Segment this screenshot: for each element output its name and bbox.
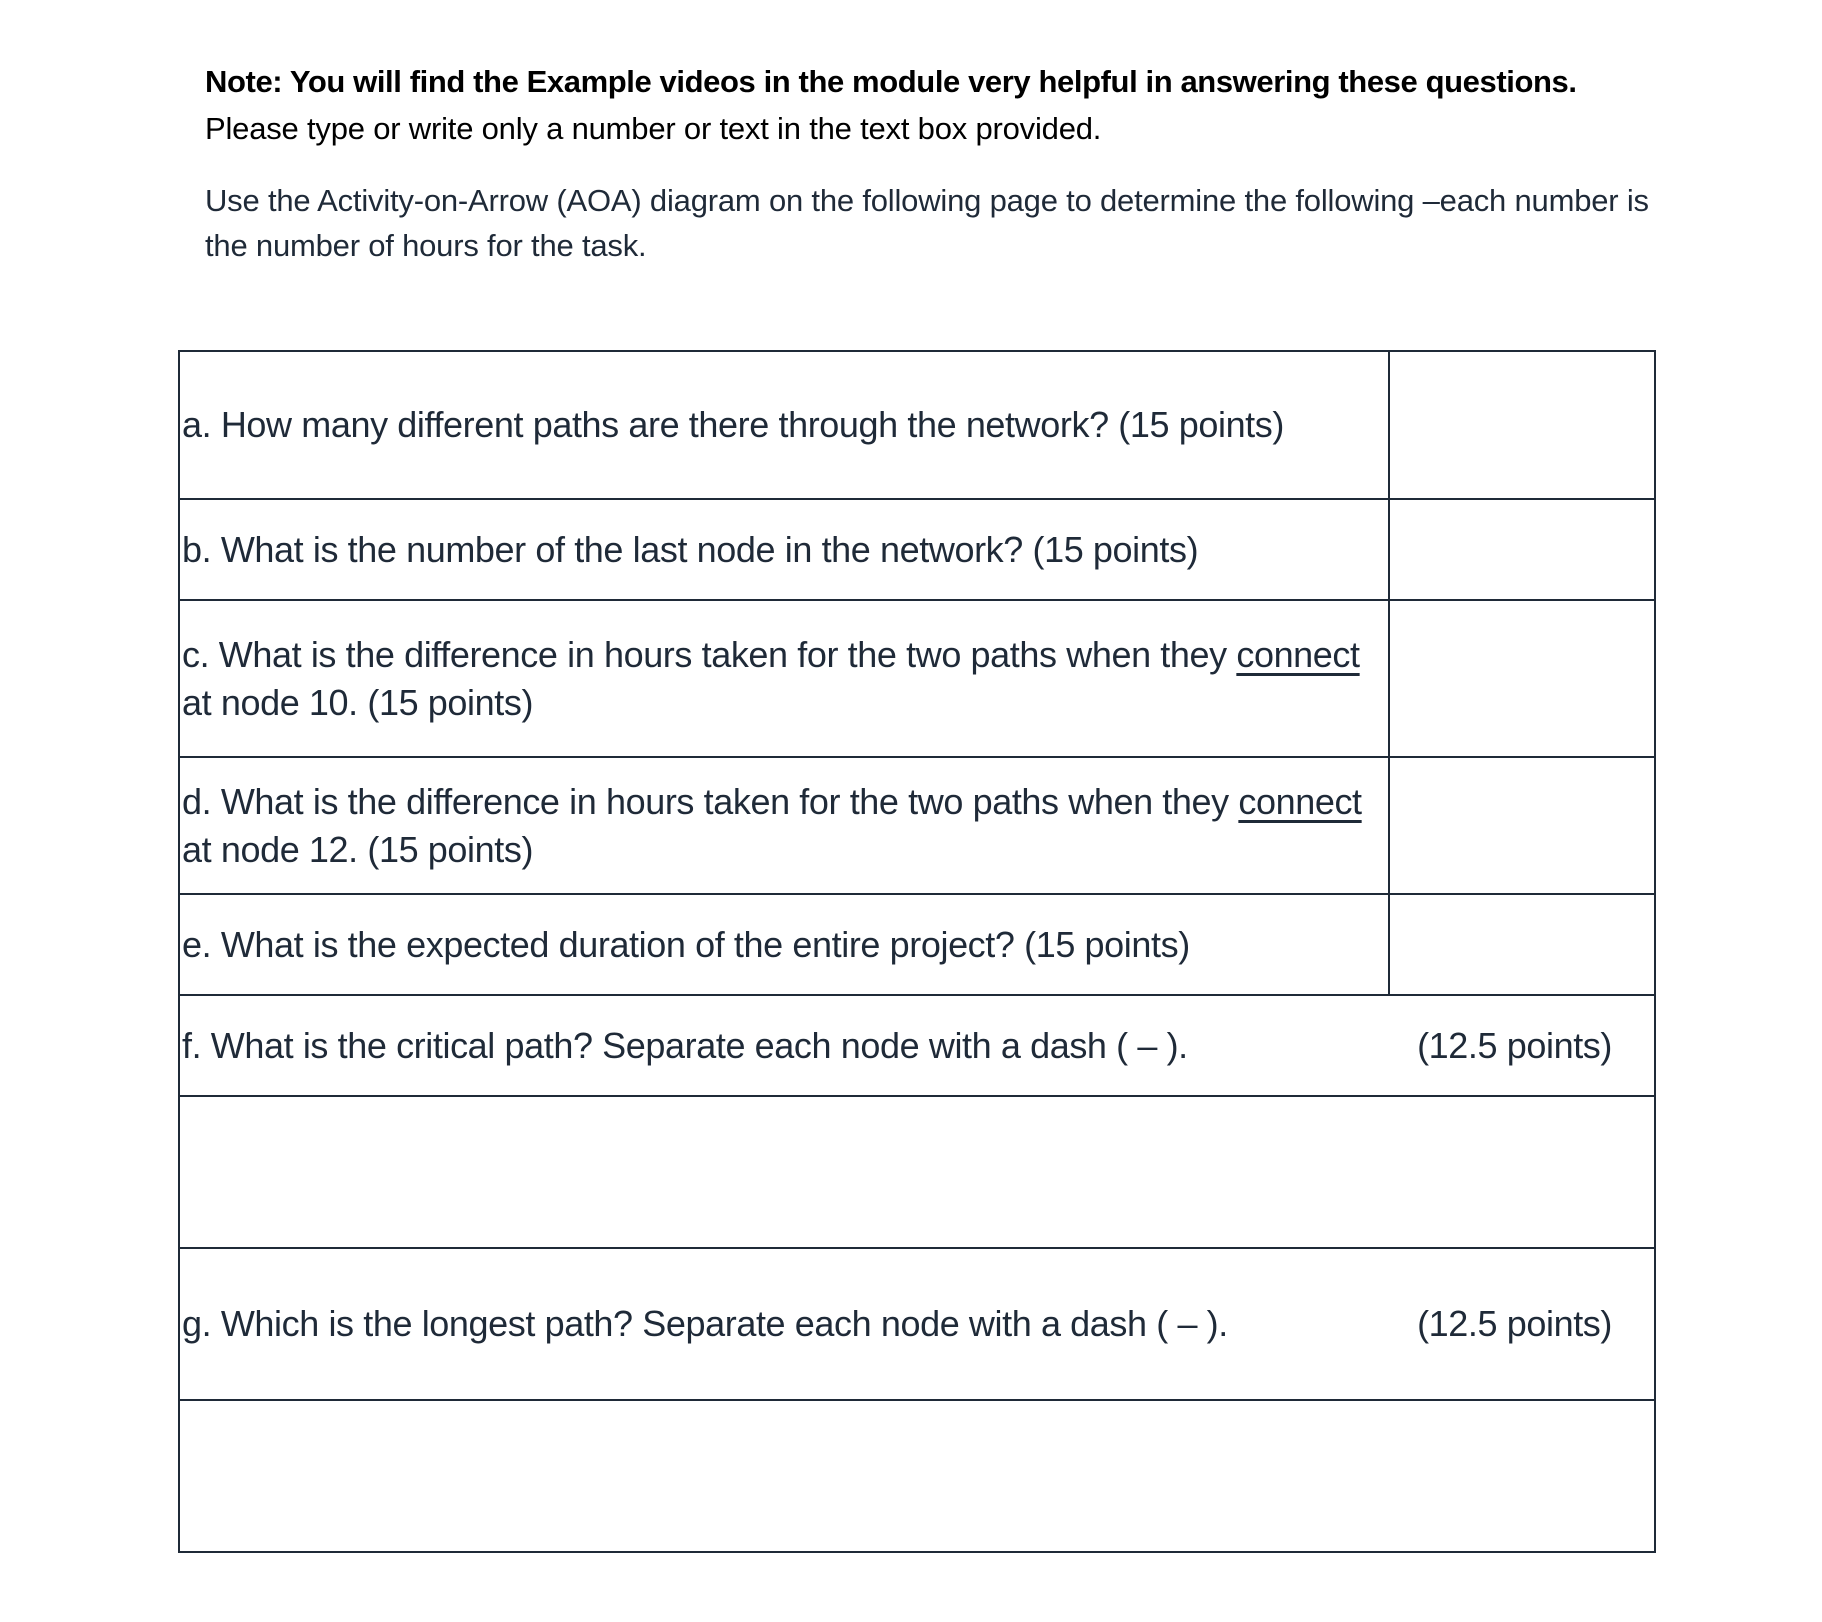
answer-box-g[interactable] [179,1400,1655,1552]
question-f-points: (12.5 points) [1417,1024,1612,1066]
question-d-pre: d. What is the difference in hours taken for the two paths when they [182,780,1239,822]
answer-row-f [179,1096,1655,1248]
instruction-note [205,58,1665,152]
answer-row-g [179,1400,1655,1552]
answer-box-b[interactable] [1389,499,1655,600]
question-row-f [179,995,1655,1096]
question-c-text [179,600,1389,757]
question-row-d [179,757,1655,894]
question-g-points: (12.5 points) [1417,1303,1612,1344]
note-bold-text: Note: You will find the Example videos in the module very helpful in answering these questions. [205,64,1577,99]
answer-box-c[interactable] [1389,600,1655,757]
question-row-e [179,894,1655,995]
answer-box-f[interactable] [179,1096,1655,1248]
note-plain-text: Please type or write only a number or text in the text box provided. [205,111,1102,146]
question-c-underlined: connect [1236,633,1360,675]
question-f-cell [179,995,1655,1096]
question-c-post: at node 10. (15 points) [182,681,534,723]
question-b-text: b. What is the number of the last node in the network? (15 points) [179,499,1389,600]
answer-box-a[interactable] [1389,351,1655,499]
intro-paragraph: Use the Activity-on-Arrow (AOA) diagram on the following page to determine the following –each number is the number of hours for the task. [205,183,1649,263]
questions-table [178,350,1656,1553]
question-a-text: a. How many different paths are there through the network? (15 points) [179,351,1389,499]
question-g-cell [179,1248,1655,1400]
question-f-text: f. What is the critical path? Separate each node with a dash ( – ). [182,1024,1188,1066]
answer-box-d[interactable] [1389,757,1655,894]
question-d-post: at node 12. (15 points) [182,828,534,870]
question-d-underlined: connect [1238,780,1362,822]
question-e-text: e. What is the expected duration of the entire project? (15 points) [179,894,1389,995]
question-row-a [179,351,1655,499]
question-row-g [179,1248,1655,1400]
question-d-text [179,757,1389,894]
question-c-pre: c. What is the difference in hours taken for the two paths when they [182,633,1237,675]
question-row-c [179,600,1655,757]
question-g-text: g. Which is the longest path? Separate each node with a dash ( – ). [182,1303,1228,1344]
answer-box-e[interactable] [1389,894,1655,995]
question-row-b [179,499,1655,600]
